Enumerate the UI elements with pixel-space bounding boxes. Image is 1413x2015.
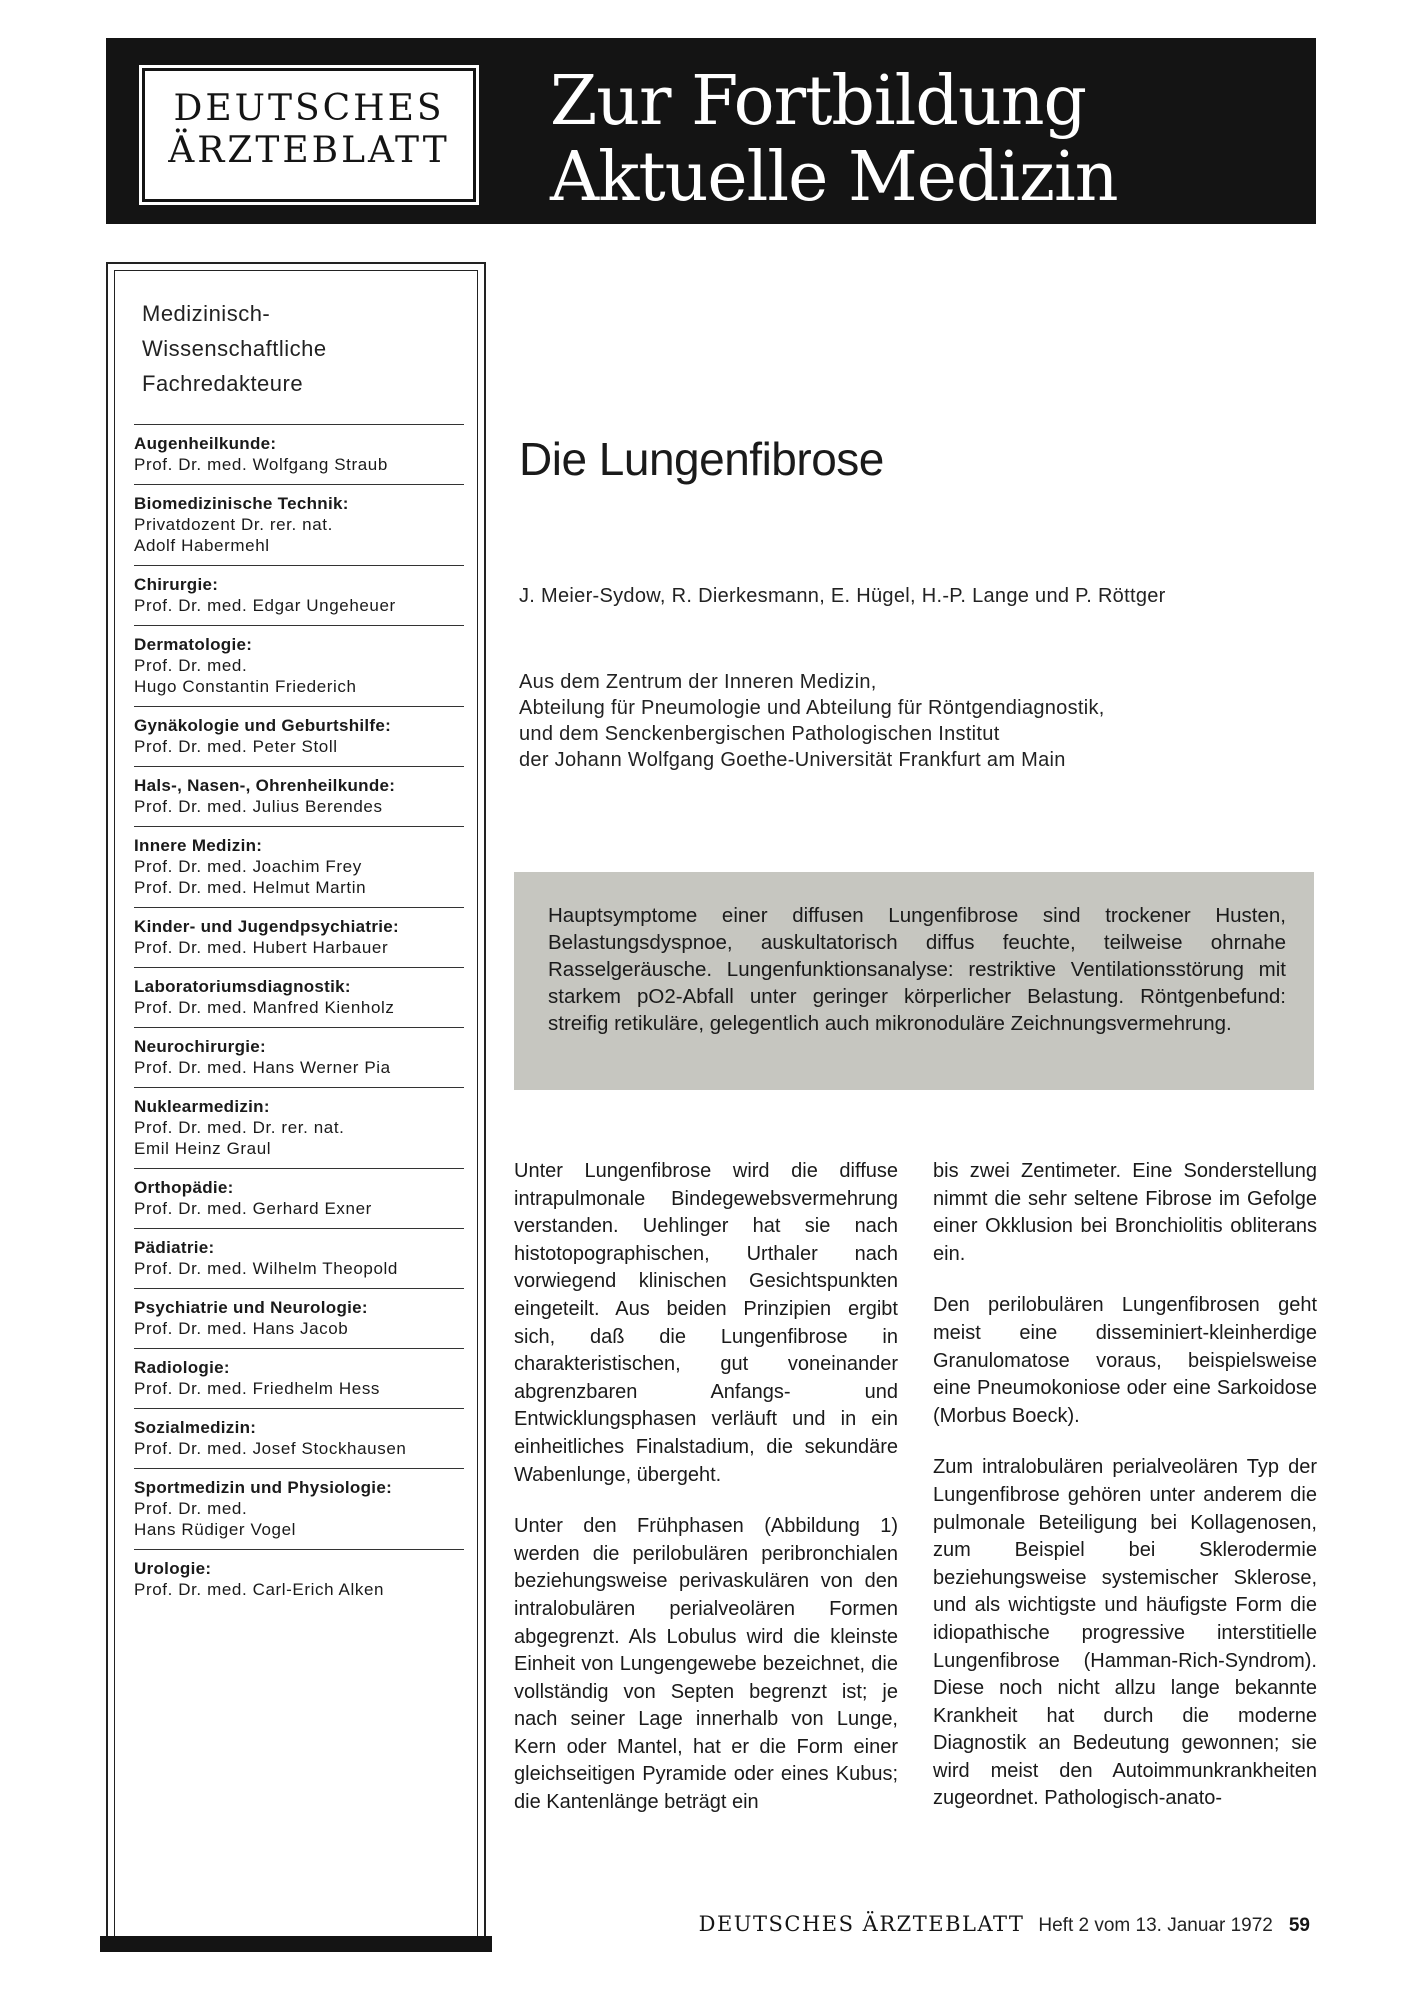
department-entry	[134, 424, 464, 484]
department-name: Biomedizinische Technik:	[134, 494, 349, 513]
department-entry	[134, 1027, 464, 1087]
department-editor: Prof. Dr. med. Hubert Harbauer	[134, 938, 389, 957]
department-name: Radiologie:	[134, 1358, 230, 1377]
department-entry	[134, 1168, 464, 1228]
department-editor: Prof. Dr. med. Hans Werner Pia	[134, 1058, 391, 1077]
department-name: Sportmedizin und Physiologie:	[134, 1478, 393, 1497]
affiliation-line: der Johann Wolfgang Goethe-Universität Frankfurt am Main	[519, 749, 1066, 771]
department-entry	[134, 1549, 464, 1609]
department-editor: Prof. Dr. med. Dr. rer. nat. Emil Heinz Graul	[134, 1118, 345, 1158]
department-editor: Prof. Dr. med. Gerhard Exner	[134, 1199, 372, 1218]
department-entry	[134, 1087, 464, 1168]
logo-line-1: DEUTSCHES	[173, 88, 445, 129]
department-editor: Prof. Dr. med. Carl-Erich Alken	[134, 1580, 385, 1599]
department-entry	[134, 706, 464, 766]
department-editor: Prof. Dr. med. Hans Jacob	[134, 1319, 349, 1338]
sidebar-heading-line: Medizinisch-	[142, 301, 271, 326]
department-name: Augenheilkunde:	[134, 434, 277, 453]
page-number: 59	[1288, 1915, 1310, 1936]
department-entry	[134, 625, 464, 706]
department-editor: Prof. Dr. med. Josef Stockhausen	[134, 1439, 407, 1458]
journal-logo	[142, 68, 476, 202]
abstract-text: Hauptsymptome einer diffusen Lungenfibrose sind trockener Husten, Belastungsdyspnoe, auskultatorisch diffus feuchte, teilweise ohrnahe Rasselgeräusche. Lungenfunktionsanalyse: restriktive Ventilationsstörung mit starkem pO2-Abfall unter geringer körperlicher Belastung. Röntgenbefund: streifig retikuläre, gelegentlich auch mikronoduläre Zeichnungsvermehrung.	[548, 904, 1286, 1035]
department-name: Kinder- und Jugendpsychiatrie:	[134, 917, 399, 936]
body-paragraph: Unter Lungenfibrose wird die diffuse intrapulmonale Bindegewebsvermehrung verstanden. Uehlinger hat sie nach histotopographischen, Urthaler nach vorwiegend klinischen Gesichtspunkten eingeteilt. Aus beiden Prinzipien ergibt sich, daß die Lungenfibrose in charakteristischen, gut voneinander abgrenzbaren Anfangs- und Entwicklungsphasen verläuft und in ein einheitliches Finalstadium, die sekundäre Wabenlunge, übergeht.	[514, 1160, 898, 1486]
department-name: Neurochirurgie:	[134, 1037, 267, 1056]
body-paragraph: Den perilobulären Lungenfibrosen geht meist eine disseminiert-kleinherdige Granulomatose voraus, beispielsweise eine Pneumokoniose oder eine Sarkoidose (Morbus Boeck).	[933, 1294, 1317, 1427]
affiliation-line: Abteilung für Pneumologie und Abteilung für Röntgendiagnostik,	[519, 697, 1105, 719]
sidebar-bottom-bar	[100, 1936, 492, 1952]
department-editor: Privatdozent Dr. rer. nat. Adolf Habermehl	[134, 515, 333, 555]
department-entry	[134, 766, 464, 826]
department-entry	[134, 826, 464, 907]
department-name: Nuklearmedizin:	[134, 1097, 270, 1116]
article-title: Die Lungenfibrose	[519, 433, 884, 485]
page-footer	[580, 1912, 1310, 1937]
department-name: Pädiatrie:	[134, 1238, 215, 1257]
abstract-box	[514, 872, 1314, 1090]
masthead	[106, 38, 1316, 224]
logo-line-2: ÄRZTEBLATT	[168, 130, 450, 171]
department-entry	[134, 1408, 464, 1468]
department-entry	[134, 1468, 464, 1549]
sidebar-heading-line: Wissenschaftliche	[142, 336, 327, 361]
department-editor: Prof. Dr. med. Friedhelm Hess	[134, 1379, 381, 1398]
body-paragraph: Unter den Frühphasen (Abbildung 1) werden die perilobulären peribronchialen beziehungsweise perivaskulären von den intralobulären perialveolären Formen abgegrenzt. Als Lobulus wird die kleinste Einheit von Lungengewebe bezeichnet, die vollständig von Septen begrenzt ist; je nach seiner Lage innerhalb von Lunge, Kern oder Mantel, hat er die Form einer gleichseitigen Pyramide oder eines Kubus; die Kantenlänge beträgt ein	[514, 1515, 898, 1814]
department-name: Sozialmedizin:	[134, 1418, 257, 1437]
body-paragraph: bis zwei Zentimeter. Eine Sonderstellung nimmt die sehr seltene Fibrose im Gefolge einer Okklusion bei Bronchiolitis obliterans ein.	[933, 1160, 1317, 1265]
department-editor: Prof. Dr. med. Julius Berendes	[134, 797, 383, 816]
editors-sidebar	[106, 262, 486, 1946]
department-name: Chirurgie:	[134, 575, 219, 594]
department-name: Laboratoriumsdiagnostik:	[134, 977, 351, 996]
article-affiliation	[519, 669, 1105, 773]
department-editor: Prof. Dr. med. Hans Rüdiger Vogel	[134, 1499, 297, 1539]
department-editor: Prof. Dr. med. Peter Stoll	[134, 737, 338, 756]
section-title-line-2: Aktuelle Medizin	[550, 138, 1118, 217]
section-title-line-1: Zur Fortbildung	[550, 62, 1087, 141]
department-name: Dermatologie:	[134, 635, 253, 654]
sidebar-heading-line: Fachredakteure	[142, 371, 304, 396]
department-editor: Prof. Dr. med. Edgar Ungeheuer	[134, 596, 396, 615]
department-entry	[134, 484, 464, 565]
department-editor: Prof. Dr. med. Wilhelm Theopold	[134, 1259, 398, 1278]
department-name: Orthopädie:	[134, 1178, 234, 1197]
department-editor: Prof. Dr. med. Joachim Frey Prof. Dr. med. Helmut Martin	[134, 857, 367, 897]
affiliation-line: und dem Senckenbergischen Pathologischen Institut	[519, 723, 1000, 745]
department-name: Urologie:	[134, 1559, 212, 1578]
department-entry	[134, 1288, 464, 1348]
article-authors: J. Meier-Sydow, R. Dierkesmann, E. Hügel, H.-P. Lange und P. Röttger	[519, 585, 1166, 607]
affiliation-line: Aus dem Zentrum der Inneren Medizin,	[519, 671, 877, 693]
department-editor: Prof. Dr. med. Manfred Kienholz	[134, 998, 395, 1017]
department-list	[134, 424, 464, 1609]
department-entry	[134, 565, 464, 625]
footer-issue: Heft 2 vom 13. Januar 1972	[1038, 1915, 1273, 1936]
body-column-left	[514, 1158, 898, 1841]
body-paragraph: Zum intralobulären perialveolären Typ der Lungenfibrose gehören unter anderem die pulmonale Beteiligung bei Kollagenosen, zum Beispiel bei Sklerodermie beziehungsweise systemischer Sklerose, und als wichtigste und häufigste Form die idiopathische progressive interstitielle Lungenfibrose (Hamman-Rich-Syndrom). Diese noch nicht allzu lange bekannte Krankheit hat durch die moderne Diagnostik an Bedeutung gewonnen; sie wird meist den Autoimmunkrankheiten zugeordnet. Pathologisch-anato-	[933, 1456, 1317, 1810]
section-title	[550, 64, 1118, 216]
department-editor: Prof. Dr. med. Wolfgang Straub	[134, 455, 388, 474]
department-entry	[134, 1228, 464, 1288]
department-entry	[134, 907, 464, 967]
sidebar-heading	[142, 296, 327, 401]
department-name: Innere Medizin:	[134, 836, 263, 855]
department-name: Gynäkologie und Geburtshilfe:	[134, 716, 392, 735]
department-entry	[134, 967, 464, 1027]
department-entry	[134, 1348, 464, 1408]
department-editor: Prof. Dr. med. Hugo Constantin Friederich	[134, 656, 357, 696]
department-name: Psychiatrie und Neurologie:	[134, 1298, 368, 1317]
body-column-right	[933, 1158, 1317, 1837]
department-name: Hals-, Nasen-, Ohrenheilkunde:	[134, 776, 396, 795]
footer-journal-name: DEUTSCHES ÄRZTEBLATT	[698, 1912, 1025, 1936]
